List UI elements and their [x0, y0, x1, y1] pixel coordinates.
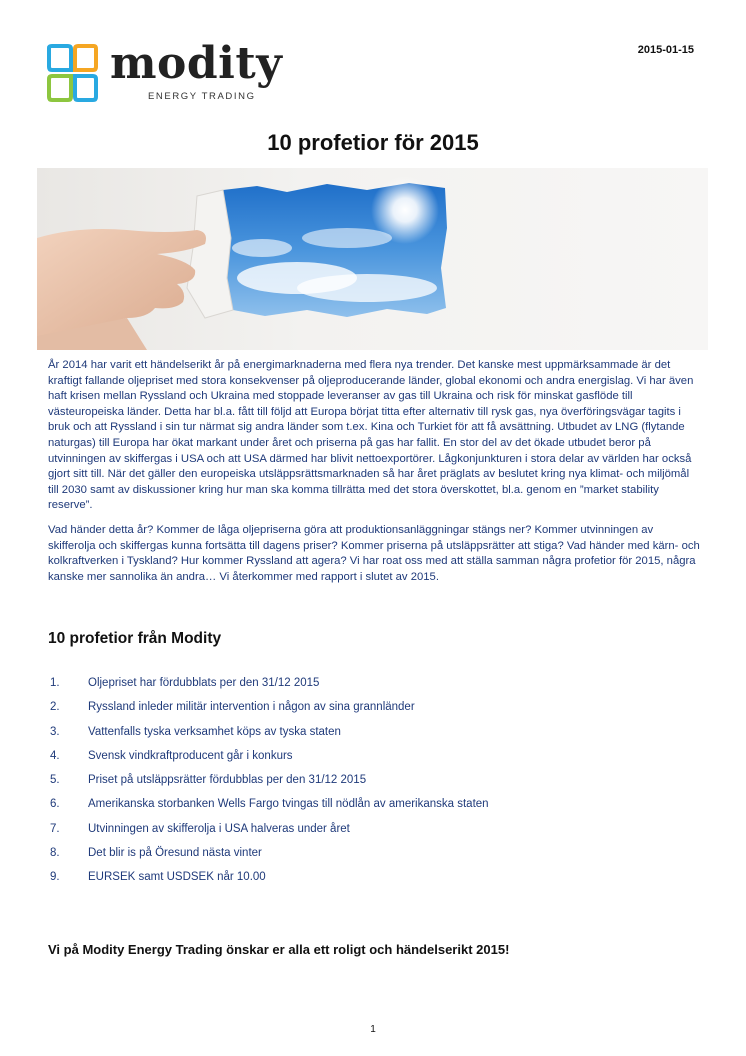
list-item	[50, 677, 690, 701]
list-item	[50, 774, 690, 798]
list-item-number: 8.	[50, 847, 60, 860]
list-item-text: Priset på utsläppsrätter fördubblas per den 31/12 2015	[88, 774, 367, 787]
intro-text	[48, 358, 702, 594]
torn-paper-sky-image-icon	[37, 168, 708, 350]
list-item	[50, 701, 690, 725]
predictions-heading: 10 profetior från Modity	[48, 630, 222, 647]
intro-paragraph-2: Vad händer detta år? Kommer de låga oljepriserna göra att produktionsanläggningar stängs ner? Kommer utvinningen av skifferolja och skiffergas kunna fortsätta till dagens priser? Kommer priserna på utsläppsrätter att stiga? Vad händer med kärn- och kolkraftverken i Tyskland? Hur kommer Ryssland att agera? Vi har roat oss med att ställa samman några profetior för 2015, några kanske mer sannolika än andra… Vi återkommer med rapport i slutet av 2015.	[48, 523, 700, 583]
list-item-number: 3.	[50, 725, 60, 738]
list-item	[50, 871, 690, 895]
hero-image	[37, 168, 708, 350]
list-item-number: 9.	[50, 871, 60, 884]
list-item-text: Vattenfalls tyska verksamhet köps av tyska staten	[88, 725, 341, 738]
list-item-text: EURSEK samt USDSEK når 10.00	[88, 871, 266, 884]
list-item-number: 2.	[50, 701, 60, 714]
list-item-text: Utvinningen av skifferolja i USA halveras under året	[88, 822, 350, 835]
modity-logo-icon	[46, 44, 98, 102]
document-title: 10 profetior för 2015	[267, 130, 479, 155]
list-item-number: 6.	[50, 798, 60, 811]
closing-greeting: Vi på Modity Energy Trading önskar er alla ett roligt och händelserikt 2015!	[48, 942, 510, 957]
list-item-text: Amerikanska storbanken Wells Fargo tvingas till nödlån av amerikanska staten	[88, 798, 489, 811]
list-item-text: Ryssland inleder militär intervention i någon av sina grannländer	[88, 701, 415, 714]
list-item-text: Oljepriset har fördubblats per den 31/12 2015	[88, 677, 320, 689]
logo-subtitle: ENERGY TRADING	[148, 91, 256, 102]
list-item	[50, 726, 690, 750]
list-item	[50, 798, 690, 822]
list-item-number: 7.	[50, 822, 60, 835]
list-item	[50, 847, 690, 871]
document-date: 2015-01-15	[637, 44, 694, 56]
list-item-number: 1.	[50, 677, 60, 689]
list-item-text: Svensk vindkraftproducent går i konkurs	[88, 749, 293, 762]
intro-paragraph-1: År 2014 har varit ett händelserikt år på energimarknaderna med flera nya trender. Det kanske mest uppmärksammade är det kraftigt fallande oljepriset med stora konsekvenser på oljeproducerande länder, global ekonomi och andra energislag. Vi har även haft krisen mellan Ryssland och Ukraina med stoppade leveranser av gas till Ukraina och risk för minskat gasflöde till västeuropeiska länder. Detta har bl.a. fått till följd att Europa börjat titta efter alternativ till rysk gas, nya överföringsvägar tagits i bruk och att Ryssland i sin tur närmat sig andra länder som t.ex. Kina och Turkiet för att få avsättning. Utbudet av LNG (flytande naturgas) till Europa har ökat markant under året och priserna på gas har fallit. En stor del av det ökade utbudet beror på utvinningen av skiffergas i USA och att USA därmed har blivit nettoexportörer. Lågkonjunkturen i stora delar av världen har också gjort sitt till. När det gäller den europeiska utsläppsrättsmarknaden så har året präglats av beslutet kring nya klimat- och miljömål till 2030 samt av diskussioner kring hur man ska komma tillrätta med det stora överskottet, bl.a. genom en ”market stability reserve”.	[48, 359, 694, 512]
logo-wordmark: modity	[110, 38, 283, 89]
page-number: 1	[370, 1024, 376, 1035]
predictions-list	[50, 677, 690, 896]
modity-logo	[46, 38, 286, 106]
list-item-text: Det blir is på Öresund nästa vinter	[88, 847, 262, 860]
list-item-number: 5.	[50, 774, 60, 787]
list-item	[50, 823, 690, 847]
list-item	[50, 750, 690, 774]
list-item-number: 4.	[50, 749, 60, 762]
